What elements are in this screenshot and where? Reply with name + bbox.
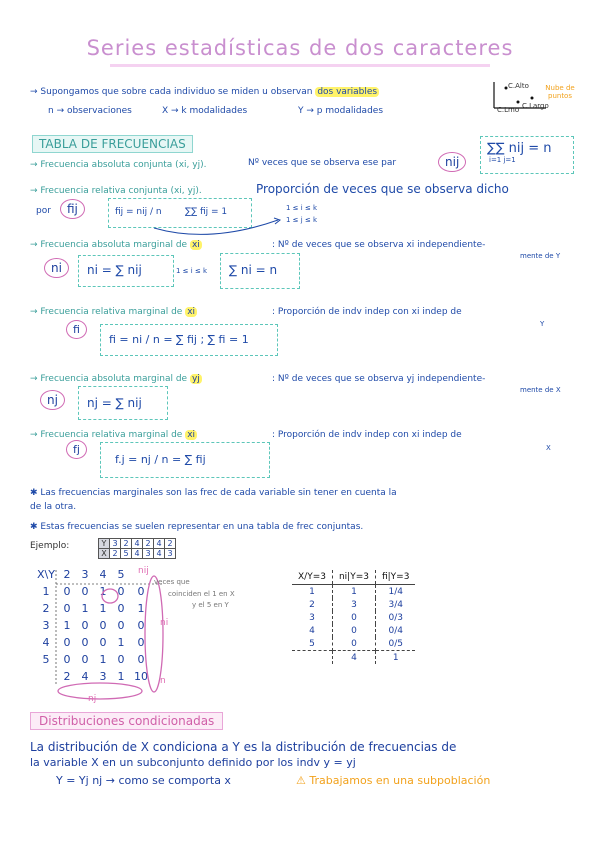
corner-cell: X\Y [37,568,55,581]
intro-text: → Supongamos que sobre cada individuo se miden u observan [30,87,313,97]
col-header: 4 [99,568,107,581]
cell: 0 [117,602,125,615]
cell: 0 [81,585,89,598]
range-arrow-icon [150,214,290,240]
rel-marg-x-var: xi [187,307,196,317]
abs-marg-x-desc: : Nº de veces que se observa xi independiente- [272,240,486,250]
abs-joint-label: → Frecuencia absoluta conjunta (xi, yj). [30,160,207,170]
cond-line-3: Y = Yj nj → como se comporta x [56,774,231,787]
cell: 0 [63,602,71,615]
table-row [292,585,415,599]
row-header: 4 [42,636,50,649]
matrix-cell: 4 [154,549,165,559]
cell: 3 [332,598,375,611]
ni-cell: 0 [137,585,145,598]
total-sum: ∑∑ nij = n [487,141,552,156]
cell: 0 [99,619,107,632]
cell: 0 [81,619,89,632]
ni-sum: ∑ ni = n [229,263,278,277]
range-j: 1 ≤ j ≤ k [286,216,318,224]
matrix-cell: 2 [110,549,121,559]
cell: 1 [99,585,107,598]
abs-marg-y-label [30,374,202,384]
col-header: 5 [117,568,125,581]
ni-sum-box [220,253,300,289]
abs-marg-y-var: yj [191,374,200,384]
cell: 1 [332,585,375,599]
page-title: Series estadísticas de dos caracteres [86,36,514,60]
cell: 0 [99,636,107,649]
table-row [292,611,415,624]
scatter-note: Nube de puntos [545,84,575,100]
fj-formula-box [100,442,270,478]
matrix-cell: 4 [132,549,143,559]
annot-3: y el 5 en Y [192,601,229,609]
two-variables-highlight: dos variables [317,87,378,97]
ni-formula-box [78,255,174,287]
cell: 4 [332,651,375,665]
matrix-cell: 4 [154,539,165,549]
total-sum-box [480,136,574,174]
cell: 3/4 [375,598,415,611]
abs-marg-x-var: xi [191,240,200,250]
cell: 0/3 [375,611,415,624]
matrix-cell: Y [99,539,110,549]
row-header: 1 [42,585,50,598]
warning-note: ⚠ Trabajamos en una subpoblación [296,774,491,787]
cell: 0 [81,636,89,649]
rel-joint-label: → Frecuencia relativa conjunta (xi, yj). [30,186,202,196]
matrix-cell: X [99,549,110,559]
cell: 1/4 [375,585,415,599]
intro-n: n → observaciones [48,106,132,116]
cell: 0 [81,653,89,666]
cell: 3 [309,612,315,623]
matrix-cell: 3 [165,549,176,559]
col-header: 2 [63,568,71,581]
fi-symbol: fi [66,320,87,339]
matrix-cell: 4 [132,539,143,549]
note-1: ✱ Las frecuencias marginales son las frec de cada variable sin tener en cuenta la [30,488,397,498]
range-i: 1 ≤ i ≤ k [286,204,318,212]
nj-annot: nj [88,694,97,704]
cell: 0 [332,624,375,637]
rel-joint-sum: ∑∑ fij = 1 [185,207,228,217]
total-sum-sub: i=1 j=1 [489,156,516,164]
rel-joint-por: por [36,206,51,216]
rel-marg-y-desc2: X [546,444,551,452]
row-header: 5 [42,653,50,666]
rel-marg-x-desc2: Y [540,320,545,328]
rel-marg-y-text: → Frecuencia relativa marginal de [30,430,183,440]
cell: 0 [332,611,375,624]
cond-line-1: La distribución de X condiciona a Y es la distribución de frecuencias de [30,740,457,754]
col-header: 3 [81,568,89,581]
rel-marg-x-label [30,307,197,317]
nj-total: 4 [81,670,89,683]
rel-marg-x-text: → Frecuencia relativa marginal de [30,307,183,317]
abs-marg-y-desc2: mente de X [520,386,561,394]
table-row [292,624,415,637]
nij-symbol: nij [438,152,466,172]
cell: 1 [81,602,89,615]
matrix-cell: 2 [165,539,176,549]
ni-formula: ni = ∑ nij [87,263,142,277]
nj-total: 2 [63,670,71,683]
intro-y: Y → p modalidades [298,106,384,116]
abs-marg-y-desc: : Nº de veces que se observa yj independiente- [272,374,486,384]
conditional-table [292,570,415,664]
cell: 5 [309,638,315,649]
cell: 1 [117,636,125,649]
ni-annot: ni [160,618,169,628]
note-2: ✱ Estas frecuencias se suelen representar en una tabla de frec conjuntas. [30,522,364,532]
cell: 4 [309,625,315,636]
ni-symbol: ni [44,258,69,278]
rel-marg-y-var: xi [187,430,196,440]
annot-1: veces que [154,578,190,586]
title-underline [110,64,490,67]
nj-total: 3 [99,670,107,683]
col-header: X/Y=3 [292,570,332,585]
row-header: 2 [42,602,50,615]
abs-joint-desc: Nº veces que se observa ese par [248,158,397,168]
cell: 1 [99,602,107,615]
example-label: Ejemplo: [30,541,70,551]
rel-joint-desc: Proporción de veces que se observa dicho [256,182,509,196]
matrix-cell: 5 [121,549,132,559]
cell: 1 [99,653,107,666]
ni-cell: 0 [137,636,145,649]
cell: 1 [63,619,71,632]
matrix-cell: 3 [110,539,121,549]
ni-cell: 1 [137,602,145,615]
fi-formula-box [100,324,278,356]
cell: 0 [63,585,71,598]
table-row [292,637,415,651]
fj-symbol: fj [66,440,87,459]
nj-formula: nj = ∑ nij [87,396,142,410]
abs-marg-x-text: → Frecuencia absoluta marginal de [30,240,188,250]
freq-table-header: TABLA DE FRECUENCIAS [32,135,193,153]
nj-total: 1 [117,670,125,683]
n-annot: n [160,676,166,686]
rel-marg-x-desc: : Proporción de indv indep con xi indep de [272,307,462,317]
cell: 0 [117,619,125,632]
rel-marg-y-desc: : Proporción de indv indep con xi indep de [272,430,462,440]
axis-left-label: C.Lmo [497,106,520,114]
intro-line-1 [30,87,379,97]
fij-symbol: fij [60,199,85,219]
fi-formula: fi = ni / n = ∑ fij ; ∑ fi = 1 [109,333,249,346]
cond-header: Distribuciones condicionadas [30,712,223,730]
nj-formula-box [78,386,168,420]
cell: 1 [375,651,415,665]
fj-formula: f.j = nj / n = ∑ fij [115,453,206,466]
intro-x: X → k modalidades [162,106,248,116]
ni-cell: 0 [137,619,145,632]
col-header: ni|Y=3 [332,570,375,585]
ni-cell: 0 [137,653,145,666]
grand-total: 10 [134,670,148,683]
rel-marg-y-label [30,430,197,440]
grid-annotations-icon [32,566,172,706]
row-header: 3 [42,619,50,632]
table-row [292,598,415,611]
matrix-cell: 3 [143,549,154,559]
cell: 0 [117,653,125,666]
cell: 0 [332,637,375,651]
rel-joint-formula: fij = nij / n [115,207,162,217]
cell: 2 [309,599,315,610]
abs-marg-x-desc2: mente de Y [520,252,561,260]
cell: 0/5 [375,637,415,651]
cell [292,651,332,665]
annot-2: coinciden el 1 en X [168,590,235,598]
totals-row [292,651,415,665]
cell: 0/4 [375,624,415,637]
note-1b: de la otra. [30,502,77,512]
example-data-matrix [98,538,176,559]
axis-right-label: C.Largo [522,102,549,110]
cond-line-2: la variable X en un subconjunto definido por los indv y = yj [30,756,356,769]
axis-top-label: C.Alto [508,82,529,90]
matrix-cell: 2 [121,539,132,549]
nij-annot: nij [138,566,149,576]
abs-marg-x-label [30,240,202,250]
abs-marg-y-text: → Frecuencia absoluta marginal de [30,374,188,384]
cell: 1 [309,586,315,597]
cell: 0 [63,653,71,666]
col-header: fi|Y=3 [375,570,415,585]
cell: 0 [117,585,125,598]
ni-range: 1 ≤ i ≤ k [176,267,208,275]
nj-symbol: nj [40,390,65,410]
cell: 0 [63,636,71,649]
matrix-cell: 2 [143,539,154,549]
